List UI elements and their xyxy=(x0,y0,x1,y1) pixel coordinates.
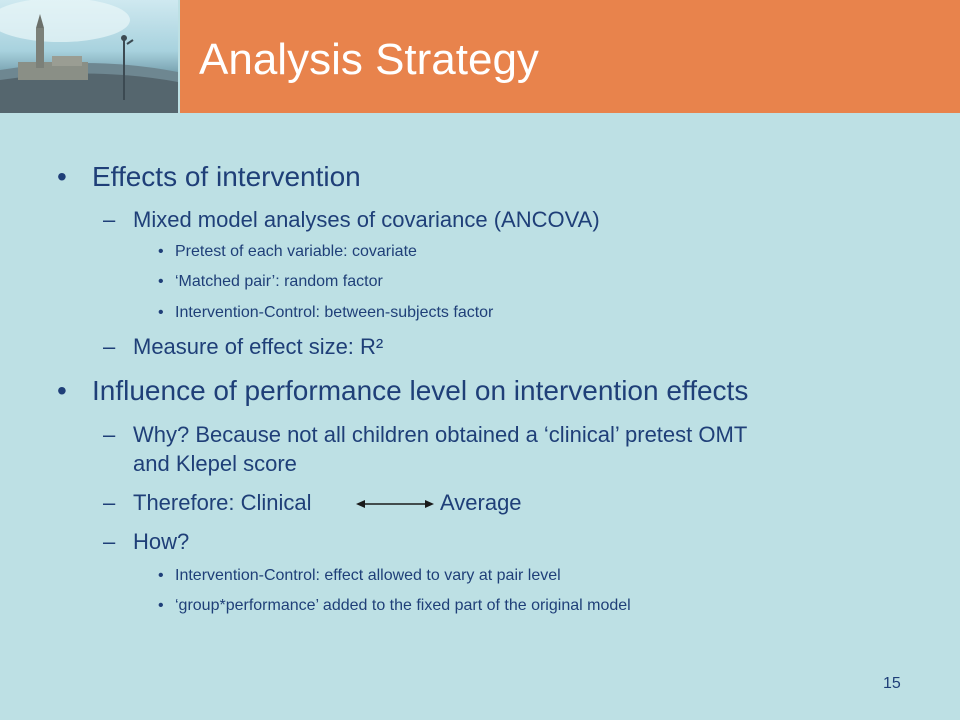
header-photo xyxy=(0,0,178,113)
bullet-marker: • xyxy=(57,375,67,406)
sub-bullet-marker: • xyxy=(158,597,164,614)
item-therefore-clinical: Therefore: Clinical xyxy=(133,490,312,515)
sub-bullet-marker: • xyxy=(158,304,164,321)
subitem-pretest-covariate: Pretest of each variable: covariate xyxy=(175,243,417,260)
bullet-influence-performance-level: Influence of performance level on intervention effects xyxy=(92,375,749,406)
item-mixed-model-ancova: Mixed model analyses of covariance (ANCOVA) xyxy=(133,207,600,232)
subitem-group-performance: ‘group*performance’ added to the fixed part of the original model xyxy=(175,597,631,614)
subitem-intervention-control-factor: Intervention-Control: between-subjects factor xyxy=(175,304,494,321)
item-why-line-2: and Klepel score xyxy=(133,451,297,476)
subitem-matched-pair: ‘Matched pair’: random factor xyxy=(175,273,383,290)
double-arrow-icon xyxy=(356,496,434,512)
item-average: Average xyxy=(440,490,522,515)
dash-marker: – xyxy=(103,490,116,515)
subitem-effect-vary-pair-level: Intervention-Control: effect allowed to vary at pair level xyxy=(175,567,561,584)
slide-title: Analysis Strategy xyxy=(199,35,539,84)
dash-marker: – xyxy=(103,207,116,232)
bullet-effects-of-intervention: Effects of intervention xyxy=(92,161,361,192)
dash-marker: – xyxy=(103,422,116,447)
page-number: 15 xyxy=(883,675,901,692)
item-how: How? xyxy=(133,529,190,554)
item-why-line-1: Why? Because not all children obtained a ‘clinical’ pretest OMT xyxy=(133,422,748,447)
slide-header xyxy=(0,0,960,113)
dash-marker: – xyxy=(103,529,116,554)
sub-bullet-marker: • xyxy=(158,243,164,260)
city-square-illustration xyxy=(0,0,178,113)
sub-bullet-marker: • xyxy=(158,273,164,290)
item-effect-size: Measure of effect size: R² xyxy=(133,334,384,359)
dash-marker: – xyxy=(103,334,116,359)
bullet-marker: • xyxy=(57,161,67,192)
sub-bullet-marker: • xyxy=(158,567,164,584)
